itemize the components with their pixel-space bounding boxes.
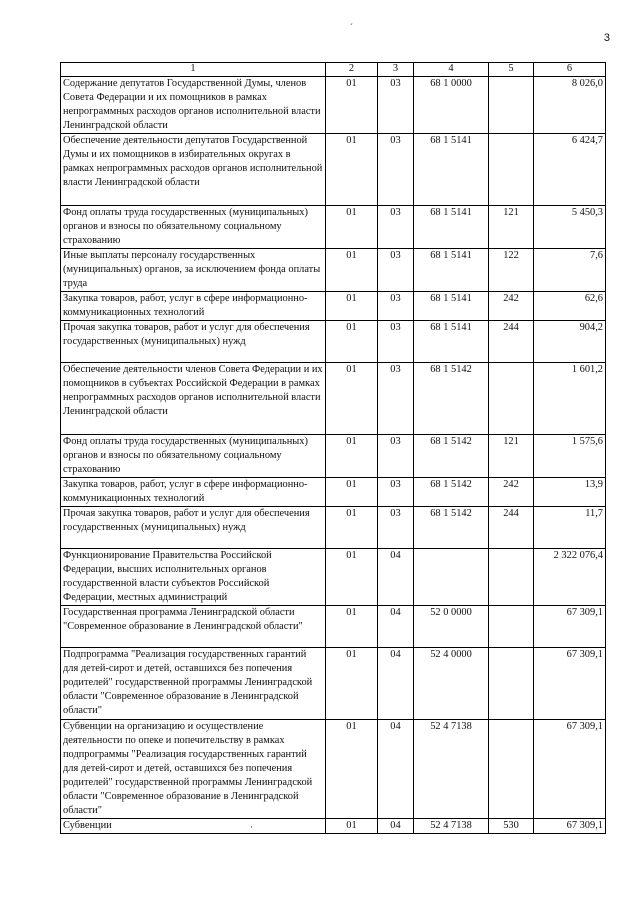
- expense-type-cell: [489, 720, 534, 819]
- subsection-code-cell: 03: [378, 321, 414, 363]
- subsection-code-cell: 04: [378, 549, 414, 606]
- amount-cell: 7,6: [534, 249, 606, 292]
- scan-speck: ´: [350, 22, 353, 32]
- section-code-cell: 01: [326, 321, 378, 363]
- table-row: [61, 819, 606, 834]
- description-cell: Фонд оплаты труда государственных (муниципальных) органов и взносы по обязательному социальному страхованию: [61, 435, 326, 478]
- description-cell: Закупка товаров, работ, услуг в сфере информационно-коммуникационных технологий: [61, 292, 326, 321]
- target-code-cell: 52 4 0000: [414, 648, 489, 720]
- expense-type-cell: [489, 549, 534, 606]
- amount-cell: 67 309,1: [534, 819, 606, 834]
- target-code-cell: 68 1 5141: [414, 249, 489, 292]
- subsection-code-cell: 03: [378, 134, 414, 206]
- expense-type-cell: 244: [489, 507, 534, 549]
- target-code-cell: 68 1 5141: [414, 292, 489, 321]
- table-row: [61, 435, 606, 478]
- expense-type-cell: 242: [489, 478, 534, 507]
- section-code-cell: 01: [326, 720, 378, 819]
- header-cell: 6: [534, 63, 606, 77]
- target-code-cell: [414, 549, 489, 606]
- description-cell: Прочая закупка товаров, работ и услуг для обеспечения государственных (муниципальных) нужд: [61, 507, 326, 549]
- expense-type-cell: [489, 77, 534, 134]
- description-cell: Подпрограмма "Реализация государственных гарантий для детей-сирот и детей, оставшихся без попечения родителей" государственной программы Ленинградской области "Современное образование в Ленинградской области": [61, 648, 326, 720]
- expense-type-cell: 121: [489, 206, 534, 249]
- table-row: [61, 648, 606, 720]
- section-code-cell: 01: [326, 478, 378, 507]
- description-cell: Прочая закупка товаров, работ и услуг для обеспечения государственных (муниципальных) нужд: [61, 321, 326, 363]
- header-cell: 3: [378, 63, 414, 77]
- amount-cell: 8 026,0: [534, 77, 606, 134]
- header-row: [61, 63, 606, 77]
- description-cell: Фонд оплаты труда государственных (муниципальных) органов и взносы по обязательному социальному страхованию: [61, 206, 326, 249]
- table-row: [61, 549, 606, 606]
- target-code-cell: 68 1 5142: [414, 507, 489, 549]
- section-code-cell: 01: [326, 249, 378, 292]
- page-number: 3: [603, 32, 610, 44]
- amount-cell: 67 309,1: [534, 606, 606, 648]
- section-code-cell: 01: [326, 77, 378, 134]
- subsection-code-cell: 04: [378, 720, 414, 819]
- amount-cell: 6 424,7: [534, 134, 606, 206]
- description-cell: Функционирование Правительства Российской Федерации, высших исполнительных органов государственной власти субъектов Российской Федерации, местных администраций: [61, 549, 326, 606]
- expense-type-cell: [489, 134, 534, 206]
- scan-speck: ·: [250, 822, 253, 832]
- amount-cell: 62,6: [534, 292, 606, 321]
- description-cell: Иные выплаты персоналу государственных (муниципальных) органов, за исключением фонда оплаты труда: [61, 249, 326, 292]
- section-code-cell: 01: [326, 549, 378, 606]
- subsection-code-cell: 03: [378, 249, 414, 292]
- amount-cell: 1 575,6: [534, 435, 606, 478]
- target-code-cell: 52 0 0000: [414, 606, 489, 648]
- section-code-cell: 01: [326, 134, 378, 206]
- table-row: [61, 507, 606, 549]
- table-row: [61, 363, 606, 435]
- subsection-code-cell: 03: [378, 478, 414, 507]
- expense-type-cell: 121: [489, 435, 534, 478]
- amount-cell: 904,2: [534, 321, 606, 363]
- description-cell: Субвенции на организацию и осуществление деятельности по опеке и попечительству в рамках подпрограммы "Реализация государственных гарантий для детей-сирот и детей, оставшихся без попечения родителей" государственной программы Ленинградской области "Современное образование в Ленинградской области": [61, 720, 326, 819]
- target-code-cell: 68 1 5142: [414, 435, 489, 478]
- amount-cell: 1 601,2: [534, 363, 606, 435]
- target-code-cell: 68 1 5141: [414, 321, 489, 363]
- target-code-cell: 68 1 5141: [414, 134, 489, 206]
- subsection-code-cell: 04: [378, 606, 414, 648]
- amount-cell: 5 450,3: [534, 206, 606, 249]
- header-cell: 1: [61, 63, 326, 77]
- section-code-cell: 01: [326, 507, 378, 549]
- description-cell: Закупка товаров, работ, услуг в сфере информационно-коммуникационных технологий: [61, 478, 326, 507]
- target-code-cell: 68 1 0000: [414, 77, 489, 134]
- section-code-cell: 01: [326, 606, 378, 648]
- section-code-cell: 01: [326, 292, 378, 321]
- table-row: [61, 478, 606, 507]
- amount-cell: 67 309,1: [534, 720, 606, 819]
- amount-cell: 13,9: [534, 478, 606, 507]
- amount-cell: 11,7: [534, 507, 606, 549]
- target-code-cell: 68 1 5141: [414, 206, 489, 249]
- expense-type-cell: 244: [489, 321, 534, 363]
- description-cell: Обеспечение деятельности членов Совета Федерации и их помощников в субъектах Российской Федерации в рамках непрограммных расходов органов исполнительной власти Ленинградской области: [61, 363, 326, 435]
- table-row: [61, 720, 606, 819]
- target-code-cell: 52 4 7138: [414, 720, 489, 819]
- table-row: [61, 77, 606, 134]
- description-cell: Содержание депутатов Государственной Думы, членов Совета Федерации и их помощников в рамках непрограммных расходов органов исполнительной власти Ленинградской области: [61, 77, 326, 134]
- section-code-cell: 01: [326, 435, 378, 478]
- subsection-code-cell: 03: [378, 363, 414, 435]
- subsection-code-cell: 03: [378, 292, 414, 321]
- header-cell: 2: [326, 63, 378, 77]
- subsection-code-cell: 03: [378, 435, 414, 478]
- expense-type-cell: 530: [489, 819, 534, 834]
- target-code-cell: 68 1 5142: [414, 363, 489, 435]
- expense-type-cell: [489, 606, 534, 648]
- section-code-cell: 01: [326, 819, 378, 834]
- section-code-cell: 01: [326, 206, 378, 249]
- amount-cell: 67 309,1: [534, 648, 606, 720]
- subsection-code-cell: 04: [378, 819, 414, 834]
- section-code-cell: 01: [326, 648, 378, 720]
- target-code-cell: 52 4 7138: [414, 819, 489, 834]
- table-row: [61, 292, 606, 321]
- header-cell: 5: [489, 63, 534, 77]
- table-row: [61, 321, 606, 363]
- description-cell: Государственная программа Ленинградской области "Современное образование в Ленинградской области": [61, 606, 326, 648]
- target-code-cell: 68 1 5142: [414, 478, 489, 507]
- expense-type-cell: [489, 648, 534, 720]
- table-row: [61, 134, 606, 206]
- expense-type-cell: [489, 363, 534, 435]
- subsection-code-cell: 03: [378, 206, 414, 249]
- subsection-code-cell: 04: [378, 648, 414, 720]
- description-cell: Обеспечение деятельности депутатов Государственной Думы и их помощников в избирательных округах в рамках непрограммных расходов органов исполнительной власти Ленинградской области: [61, 134, 326, 206]
- expense-type-cell: 242: [489, 292, 534, 321]
- table-row: [61, 606, 606, 648]
- budget-table: [60, 62, 606, 834]
- subsection-code-cell: 03: [378, 507, 414, 549]
- expense-type-cell: 122: [489, 249, 534, 292]
- amount-cell: 2 322 076,4: [534, 549, 606, 606]
- table-row: [61, 206, 606, 249]
- subsection-code-cell: 03: [378, 77, 414, 134]
- description-cell: Субвенции: [61, 819, 326, 834]
- header-cell: 4: [414, 63, 489, 77]
- section-code-cell: 01: [326, 363, 378, 435]
- table-row: [61, 249, 606, 292]
